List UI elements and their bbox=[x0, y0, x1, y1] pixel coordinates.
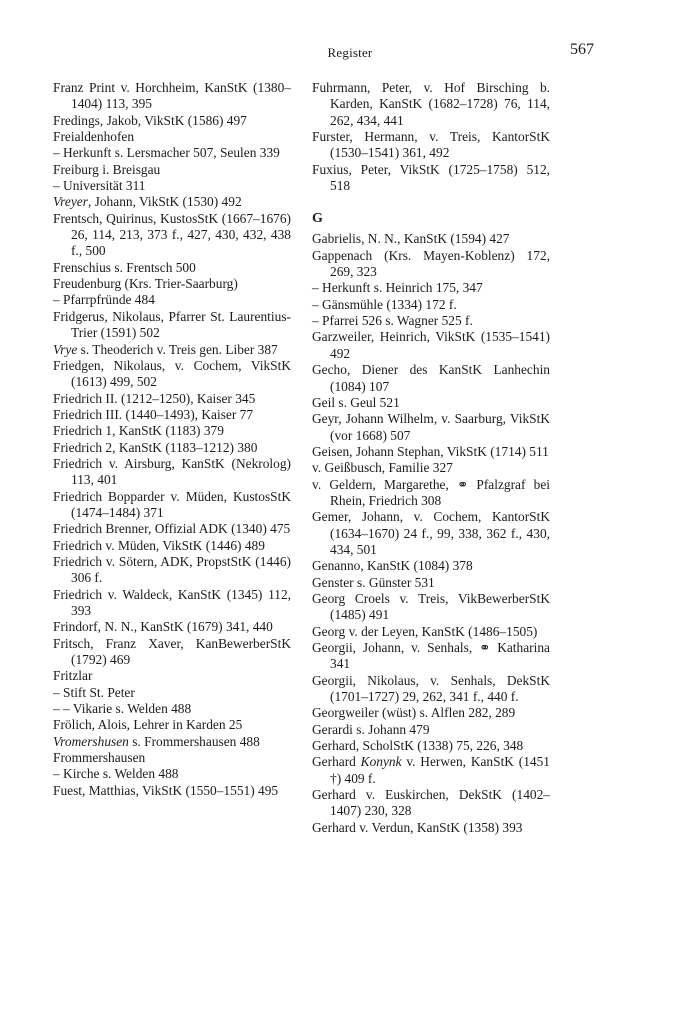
index-entry bbox=[53, 292, 291, 308]
index-entry-text: Georg v. der Leyen, KanStK (1486–1505) bbox=[312, 623, 538, 639]
index-entry bbox=[312, 575, 550, 591]
index-entry-text: s. Frommershausen 488 bbox=[128, 733, 260, 749]
index-entry-text: – Herkunft s. Heinrich 175, 347 bbox=[312, 280, 483, 296]
index-entry bbox=[53, 440, 291, 456]
index-entry bbox=[53, 358, 291, 391]
index-entry bbox=[53, 750, 291, 766]
index-entry bbox=[312, 280, 550, 296]
index-entry-text: Fritzlar bbox=[53, 668, 93, 684]
index-entry-text: Frenschius s. Frentsch 500 bbox=[53, 259, 196, 275]
index-entry bbox=[53, 129, 291, 145]
index-column-left bbox=[53, 80, 291, 799]
index-entry bbox=[53, 145, 291, 161]
index-entry bbox=[53, 587, 291, 620]
index-entry bbox=[312, 558, 550, 574]
index-entry bbox=[312, 297, 550, 313]
index-entry bbox=[312, 787, 550, 820]
index-entry-text: Friedgen, Nikolaus, v. Cochem, VikStK (1613) 499, 502 bbox=[53, 357, 291, 390]
index-entry-text: Fuest, Matthias, VikStK (1550–1551) 495 bbox=[53, 782, 279, 798]
index-entry bbox=[312, 624, 550, 640]
index-entry bbox=[53, 342, 291, 358]
running-header-title: Register bbox=[327, 45, 373, 60]
index-entry bbox=[53, 489, 291, 522]
index-entry-text: s. Theoderich v. Treis gen. Liber 387 bbox=[77, 341, 278, 357]
index-entry-italic-text: Vreyer bbox=[53, 194, 88, 210]
index-entry-text: – Universität 311 bbox=[53, 178, 146, 194]
index-entry-text: Gabrielis, N. N., KanStK (1594) 427 bbox=[312, 231, 510, 247]
index-entry bbox=[312, 80, 550, 129]
index-entry bbox=[53, 636, 291, 669]
index-entry-text: – Pfarrpfründe 484 bbox=[53, 292, 155, 308]
index-entry bbox=[312, 673, 550, 706]
index-entry bbox=[53, 766, 291, 782]
index-entry bbox=[312, 460, 550, 476]
index-entry-text: Franz Print v. Horchheim, KanStK (1380–1404) 113, 395 bbox=[53, 80, 291, 112]
index-entry bbox=[53, 260, 291, 276]
index-entry bbox=[53, 80, 291, 113]
index-column-right bbox=[312, 80, 550, 836]
index-entry bbox=[53, 783, 291, 799]
index-entry bbox=[53, 113, 291, 129]
index-entry-text: – Gänsmühle (1334) 172 f. bbox=[312, 296, 457, 312]
index-entry bbox=[312, 329, 550, 362]
index-entry-text: Gerhard v. Verdun, KanStK (1358) 393 bbox=[312, 819, 523, 835]
index-entry bbox=[53, 685, 291, 701]
index-entry bbox=[53, 309, 291, 342]
index-entry-text: Gerhard v. Euskirchen, DekStK (1402–1407) 230, 328 bbox=[312, 787, 550, 819]
index-entry bbox=[312, 754, 550, 787]
index-entry bbox=[53, 554, 291, 587]
index-entry-text: Friedrich v. Müden, VikStK (1446) 489 bbox=[53, 537, 265, 553]
index-entry bbox=[312, 162, 550, 195]
index-entry bbox=[312, 411, 550, 444]
index-entry bbox=[312, 248, 550, 281]
index-entry bbox=[312, 395, 550, 411]
index-entry-text: Friedrich II. (1212–1250), Kaiser 345 bbox=[53, 390, 256, 406]
index-entry bbox=[53, 701, 291, 717]
index-entry-text: Gecho, Diener des KanStK Lanhechin (1084) 107 bbox=[312, 362, 550, 394]
index-entry bbox=[53, 619, 291, 635]
index-entry bbox=[53, 211, 291, 260]
index-entry-text: Genster s. Günster 531 bbox=[312, 574, 435, 590]
index-entry bbox=[53, 456, 291, 489]
index-entry-text: Friedrich Brenner, Offizial ADK (1340) 475 bbox=[53, 521, 291, 537]
index-entry-text: , Johann, VikStK (1530) 492 bbox=[87, 194, 242, 210]
index-entry bbox=[312, 591, 550, 624]
index-entry-text: Fridgerus, Nikolaus, Pfarrer St. Laurentius-Trier (1591) 502 bbox=[53, 308, 291, 341]
index-entry-text: Freudenburg (Krs. Trier-Saarburg) bbox=[53, 276, 238, 292]
index-entry bbox=[312, 313, 550, 329]
index-entry-text: Frölich, Alois, Lehrer in Karden 25 bbox=[53, 717, 243, 733]
index-entry bbox=[53, 162, 291, 178]
index-entry bbox=[53, 276, 291, 292]
index-entry-text: Geil s. Geul 521 bbox=[312, 394, 400, 410]
index-entry-italic-text: Vromershusen bbox=[53, 733, 129, 749]
index-entry-text: v. Geißbusch, Familie 327 bbox=[312, 460, 453, 476]
index-entry bbox=[312, 820, 550, 836]
index-entry bbox=[53, 717, 291, 733]
index-entry-text: Fuhrmann, Peter, v. Hof Birsching b. Karden, KanStK (1682–1728) 76, 114, 262, 434, 441 bbox=[312, 80, 550, 128]
index-entry-text: Friedrich v. Airsburg, KanStK (Nekrolog) 113, 401 bbox=[53, 455, 291, 488]
index-entry-text: – Pfarrei 526 s. Wagner 525 f. bbox=[312, 313, 473, 329]
index-entry bbox=[312, 722, 550, 738]
index-entry-text: Gappenach (Krs. Mayen-Koblenz) 172, 269, 323 bbox=[312, 247, 550, 280]
index-entry-text: – – Vikarie s. Welden 488 bbox=[53, 701, 192, 717]
index-entry-text: – Stift St. Peter bbox=[53, 684, 135, 700]
index-entry bbox=[312, 444, 550, 460]
index-entry bbox=[312, 231, 550, 247]
index-entry-text: Gerhard bbox=[312, 754, 361, 770]
index-entry bbox=[53, 194, 291, 210]
index-entry bbox=[312, 509, 550, 558]
index-entry-text: Fredings, Jakob, VikStK (1586) 497 bbox=[53, 112, 247, 128]
index-entry bbox=[312, 738, 550, 754]
section-letter: G bbox=[312, 211, 323, 227]
index-entry-text: Friedrich 2, KanStK (1183–1212) 380 bbox=[53, 439, 258, 455]
index-entry bbox=[312, 477, 550, 510]
index-entry-italic-text: Vrye bbox=[53, 341, 78, 357]
index-entry-text: Geisen, Johann Stephan, VikStK (1714) 511 bbox=[312, 443, 549, 459]
index-entry bbox=[312, 705, 550, 721]
index-entry bbox=[53, 521, 291, 537]
index-entry-text: Friedrich III. (1440–1493), Kaiser 77 bbox=[53, 406, 254, 422]
index-entry-text: v. Geldern, Margarethe, ⚭ Pfalzgraf bei Rhein, Friedrich 308 bbox=[312, 476, 550, 508]
index-entry-text: Frentsch, Quirinus, KustosStK (1667–1676) 26, 114, 213, 373 f., 427, 430, 432, 438 f., 500 bbox=[53, 210, 291, 259]
index-entry-text: Friedrich v. Sötern, ADK, PropstStK (1446) 306 f. bbox=[53, 553, 291, 586]
index-entry bbox=[53, 734, 291, 750]
index-entry-text: Friedrich v. Waldeck, KanStK (1345) 112, 393 bbox=[53, 586, 291, 618]
index-entry-text: Freiburg i. Breisgau bbox=[53, 161, 161, 177]
index-entry-text: Georgii, Nikolaus, v. Senhals, DekStK (1701–1727) 29, 262, 341 f., 440 f. bbox=[312, 672, 550, 705]
index-entry-text: – Herkunft s. Lersmacher 507, Seulen 339 bbox=[53, 145, 280, 161]
index-entry-text: Garzweiler, Heinrich, VikStK (1535–1541) 492 bbox=[312, 329, 550, 361]
index-entry-text: Georgweiler (wüst) s. Alflen 282, 289 bbox=[312, 705, 516, 721]
index-entry-text: Frindorf, N. N., KanStK (1679) 341, 440 bbox=[53, 619, 273, 635]
index-entry-text: Geyr, Johann Wilhelm, v. Saarburg, VikStK (vor 1668) 507 bbox=[312, 411, 550, 443]
index-entry-text: Furster, Hermann, v. Treis, KantorStK (1530–1541) 361, 492 bbox=[312, 129, 550, 161]
index-entry-text: Fritsch, Franz Xaver, KanBewerberStK (1792) 469 bbox=[53, 635, 291, 668]
index-entry-text: Friedrich Bopparder v. Müden, KustosStK (1474–1484) 371 bbox=[53, 488, 291, 520]
index-entry-text: Genanno, KanStK (1084) 378 bbox=[312, 558, 473, 574]
index-entry bbox=[53, 423, 291, 439]
index-entry-text: Gerardi s. Johann 479 bbox=[312, 721, 430, 737]
index-entry-text: Friedrich 1, KanStK (1183) 379 bbox=[53, 423, 224, 439]
index-entry-text: Gemer, Johann, v. Cochem, KantorStK (1634–1670) 24 f., 99, 338, 362 f., 430, 434, 501 bbox=[312, 509, 550, 557]
index-entry bbox=[53, 407, 291, 423]
index-entry-text: v. Herwen, KanStK (1451 †) 409 f. bbox=[330, 754, 550, 786]
index-entry bbox=[53, 538, 291, 554]
index-entry-text: Gerhard, ScholStK (1338) 75, 226, 348 bbox=[312, 738, 524, 754]
index-entry bbox=[53, 178, 291, 194]
index-entry bbox=[312, 362, 550, 395]
index-entry bbox=[53, 391, 291, 407]
index-entry bbox=[312, 640, 550, 673]
index-entry-text: – Kirche s. Welden 488 bbox=[53, 766, 179, 782]
page-number: 567 bbox=[570, 41, 594, 58]
index-entry-text: Freialdenhofen bbox=[53, 129, 135, 145]
index-entry-text: Frommershausen bbox=[53, 750, 146, 766]
index-entry-italic-text: Konynk bbox=[360, 754, 402, 770]
index-entry bbox=[312, 129, 550, 162]
index-entry-text: Georg Croels v. Treis, VikBewerberStK (1485) 491 bbox=[312, 590, 550, 623]
index-entry-text: Georgii, Johann, v. Senhals, ⚭ Katharina 341 bbox=[312, 640, 550, 672]
index-entry-text: Fuxius, Peter, VikStK (1725–1758) 512, 518 bbox=[312, 161, 550, 194]
index-entry bbox=[53, 668, 291, 684]
